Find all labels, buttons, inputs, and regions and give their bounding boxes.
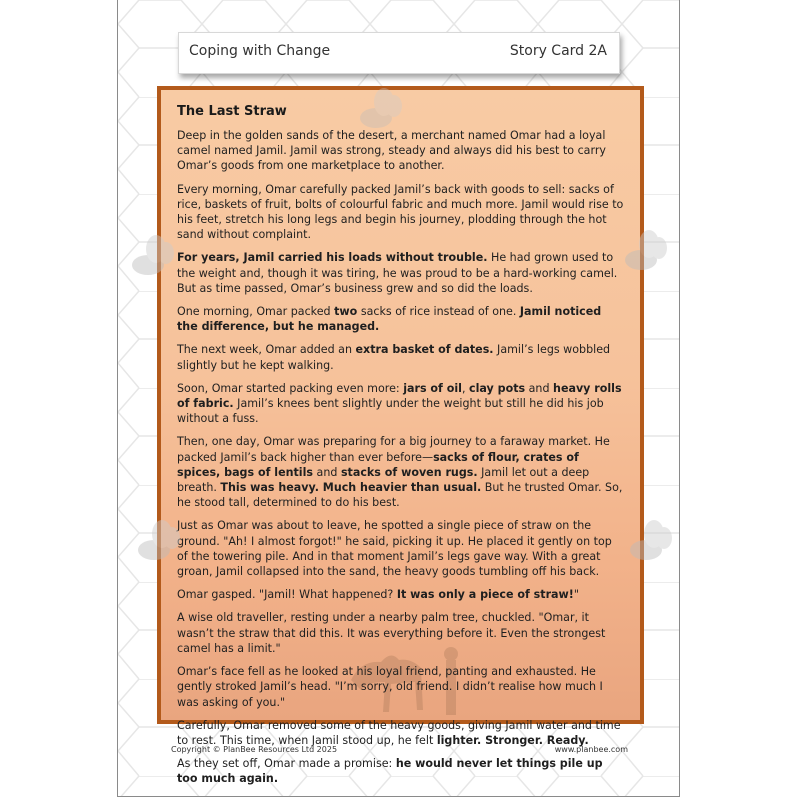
paragraph-text: One morning, Omar packed bbox=[177, 305, 335, 319]
emphasis-text: extra basket of dates. bbox=[355, 343, 494, 357]
paragraph-text: A wise old traveller, resting under a nearby palm tree, chuckled. "Omar, it wasn’t the straw that did this. It was everything before it. Even the strongest camel has a limit." bbox=[177, 611, 606, 655]
bee-watermark-icon bbox=[126, 520, 186, 570]
worksheet-title: Coping with Change bbox=[189, 43, 331, 59]
story-paragraph bbox=[177, 342, 625, 372]
paragraph-text: Omar gasped. "Jamil! What happened? bbox=[177, 588, 397, 602]
paragraph-text: sacks of rice instead of one. bbox=[357, 305, 520, 319]
paragraph-text: , bbox=[461, 381, 470, 395]
story-paragraph bbox=[177, 756, 625, 786]
paragraph-text: The next week, Omar added an bbox=[177, 343, 356, 357]
emphasis-text: heavy rolls of fabric. bbox=[177, 381, 622, 411]
story-paragraph bbox=[177, 304, 625, 334]
paragraph-text: But he trusted Omar. So, he stood tall, determined to do his best. bbox=[177, 481, 623, 510]
story-paragraph bbox=[177, 610, 625, 656]
story-paragraph bbox=[177, 518, 625, 579]
emphasis-text: jars of oil bbox=[403, 381, 462, 395]
story-paragraph bbox=[177, 182, 625, 243]
emphasis-text: Jamil noticed the difference, but he managed. bbox=[177, 305, 602, 334]
paragraph-text: Carefully, Omar removed some of the heavy goods, giving Jamil water and time to rest. This time, when Jamil stood up, he felt bbox=[177, 718, 621, 747]
story-paragraph bbox=[177, 587, 625, 602]
story-paragraph bbox=[177, 718, 625, 748]
worksheet-page bbox=[117, 0, 680, 797]
paragraph-text: Then, one day, Omar was preparing for a big journey to a faraway market. He packed Jamil’s back higher than ever before— bbox=[177, 435, 610, 464]
emphasis-text: lighter. Stronger. Ready. bbox=[436, 733, 589, 747]
paragraph-text: Every morning, Omar carefully packed Jamil’s back with goods to sell: sacks of rice, baskets of fruit, bolts of colourful fabric and much more. Jamil would rise to his feet, stretch his long legs and begin his journey, plodding through the hot sand without complaint. bbox=[177, 182, 624, 242]
paragraph-text: Jamil let out a deep breath. bbox=[177, 465, 590, 495]
paragraph-text: " bbox=[573, 588, 579, 602]
emphasis-text: two bbox=[334, 305, 358, 319]
story-card-id: Story Card 2A bbox=[509, 43, 607, 59]
paragraph-text: and bbox=[313, 465, 341, 479]
paragraph-text: As they set off, Omar made a promise: bbox=[177, 757, 396, 771]
bee-watermark-icon bbox=[613, 230, 673, 280]
paragraph-text: Jamil’s knees bent slightly under the weight but still he did his job without a fuss. bbox=[177, 397, 604, 426]
emphasis-text: It was only a piece of straw! bbox=[396, 588, 574, 602]
emphasis-text: For years, Jamil carried his loads without trouble. bbox=[177, 251, 488, 265]
story-body bbox=[177, 104, 625, 795]
website-link[interactable]: www.planbee.com bbox=[554, 745, 628, 754]
paragraph-text: Deep in the golden sands of the desert, a merchant named Omar had a loyal camel named Jamil. Jamil was strong, steady and always did his best to carry Omar’s goods from one marketplace to another. bbox=[177, 129, 606, 173]
emphasis-text: he would never let things pile up too much again. bbox=[177, 757, 603, 786]
header-card bbox=[178, 32, 620, 74]
story-paragraph bbox=[177, 434, 625, 510]
paragraph-text: Soon, Omar started packing even more: bbox=[177, 381, 404, 395]
story-paragraph bbox=[177, 250, 625, 296]
bee-watermark-icon bbox=[120, 235, 180, 285]
paragraph-text: Omar’s face fell as he looked at his loyal friend, panting and exhausted. He gently stroked Jamil’s head. "I’m sorry, old friend. I didn’t realise how much I was asking of you." bbox=[177, 665, 603, 709]
story-title: The Last Straw bbox=[177, 104, 287, 119]
copyright-text: Copyright © PlanBee Resources Ltd 2025 bbox=[171, 745, 338, 754]
story-paragraph bbox=[177, 381, 625, 427]
paragraph-text: Just as Omar was about to leave, he spotted a single piece of straw on the ground. "Ah! I almost forgot!" he said, picking it up. He placed it gently on top of the towering pile. And in that moment Jamil’s legs gave way. With a great groan, Jamil collapsed into the sand, the heavy goods tumbling off his back. bbox=[177, 519, 612, 579]
paragraph-text: Jamil’s legs wobbled slightly but he kept walking. bbox=[177, 343, 611, 372]
paragraph-text: and bbox=[525, 381, 554, 395]
bee-watermark-icon bbox=[618, 520, 678, 570]
emphasis-text: stacks of woven rugs. bbox=[340, 465, 478, 479]
emphasis-text: clay pots bbox=[469, 381, 526, 395]
emphasis-text: sacks of flour, crates of spices, bags of lentils bbox=[177, 450, 579, 479]
story-paragraph bbox=[177, 664, 625, 710]
paragraph-text: He had grown used to the weight and, though it was tiring, he was proud to be a hard-working camel. But as time passed, Omar’s business grew and so did the loads. bbox=[177, 251, 618, 295]
bee-watermark-icon bbox=[348, 88, 408, 138]
emphasis-text: This was heavy. Much heavier than usual. bbox=[220, 481, 482, 495]
